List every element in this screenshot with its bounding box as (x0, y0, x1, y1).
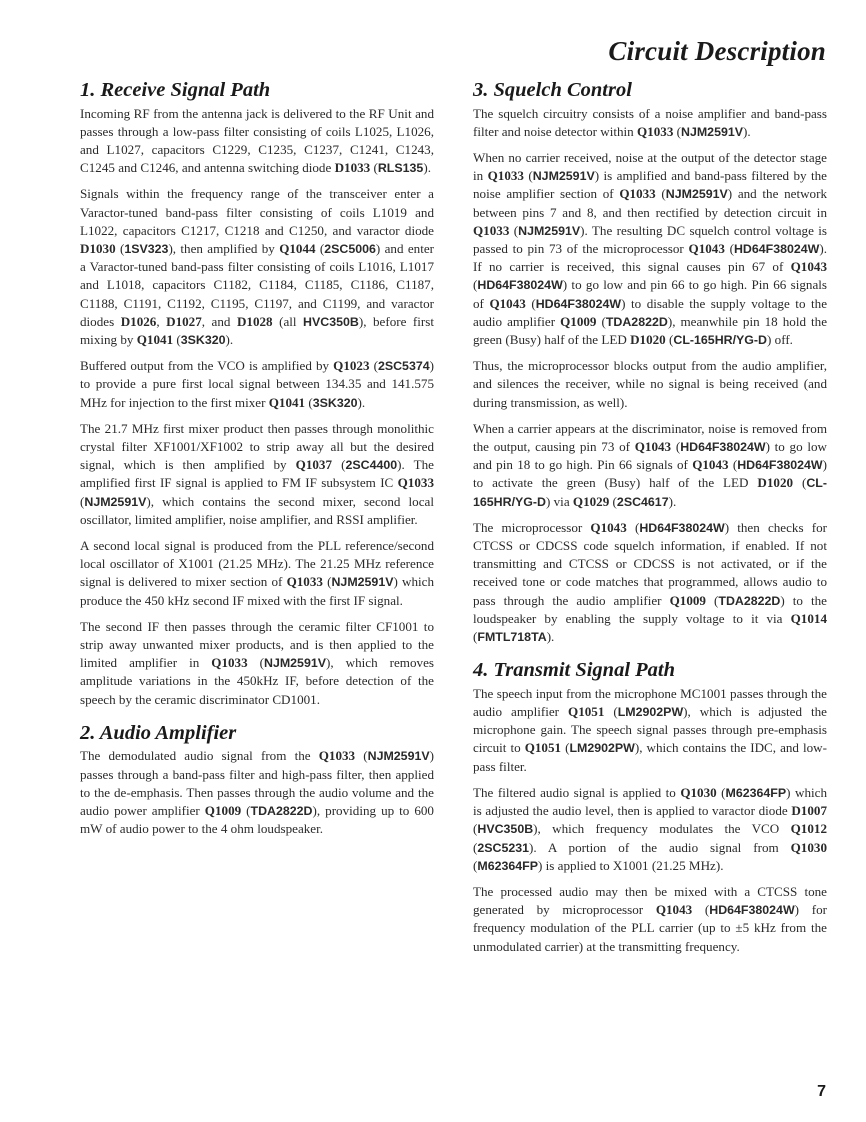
paragraph (473, 149, 827, 349)
reference-designator: Q1012 (790, 821, 827, 837)
paragraph (80, 420, 434, 529)
part-number: M62364FP (725, 785, 787, 800)
text-run: ( (671, 439, 681, 455)
part-number: FMTL718TA (477, 630, 547, 645)
text-run: ). The resulting DC squelch control voltage is passed to pin 73 of the microprocessor (473, 222, 827, 257)
part-number: HD64F38024W (733, 242, 820, 257)
text-run: ) to activate the green (Busy) half of the LED (473, 457, 827, 491)
text-run: Incoming RF from the antenna jack is delivered to the RF Unit and passes through a low-pass filter consisting of coils L1025, L1026, and L1027, capacitors C1229, C1235, C1237, C1241, C1243, C1245 and C1246, and antenna switching diode (80, 105, 434, 176)
text-run: ( (673, 123, 682, 139)
paragraph (80, 105, 434, 178)
reference-designator: Q1033 (619, 186, 656, 202)
part-number: HD64F38024W (680, 440, 766, 455)
text-run: ). (225, 332, 234, 348)
reference-designator: Q1033 (318, 748, 356, 764)
paragraph (473, 519, 827, 646)
part-number: HVC350B (303, 314, 359, 329)
part-number: HD64F38024W (535, 296, 622, 311)
text-run: ( (665, 332, 674, 348)
text-run: The demodulated audio signal from the (80, 748, 319, 764)
text-run: ) and the network between pins 7 and 8, and then rectified by detection circuit in (473, 186, 827, 220)
section-heading-audio-amplifier: 2. Audio Amplifier (80, 721, 237, 744)
part-number: HD64F38024W (639, 520, 725, 535)
part-number: HD64F38024W (477, 278, 563, 293)
reference-designator: Q1041 (268, 394, 306, 410)
text-run: ) which produce the 450 kHz second IF mixed with the first IF signal. (80, 574, 435, 608)
text-run: ( (705, 592, 719, 608)
paragraph (473, 420, 827, 511)
text-run: ( (473, 629, 478, 645)
reference-designator: Q1033 (397, 475, 434, 491)
part-number: NJM2591V (331, 575, 394, 590)
paragraph (473, 105, 827, 141)
text-run: ), which is adjusted the microphone gain. The speech signal passes through pre-emphasis circuit to (473, 704, 827, 756)
text-run: ) to go low and pin 18 to go high. Pin 66 signals of (473, 439, 828, 473)
text-run: , (156, 313, 167, 329)
part-number: 2SC4617 (616, 494, 669, 509)
part-number: 3SK320 (180, 333, 226, 348)
part-number: NJM2591V (367, 749, 430, 764)
part-number: HD64F38024W (737, 458, 823, 473)
text-run: When no carrier received, noise at the output of the detector stage in (473, 150, 827, 184)
reference-designator: D1026 (120, 313, 157, 329)
text-run: The microprocessor (473, 519, 591, 535)
reference-designator: Q1043 (590, 519, 627, 535)
part-number: NJM2591V (518, 223, 581, 238)
reference-designator: Q1023 (333, 358, 370, 374)
part-number: NJM2591V (665, 187, 728, 202)
text-run: ( (561, 740, 570, 756)
text-run: ( (473, 839, 478, 855)
text-run: ). If no carrier is received, this signal causes pin 67 of (473, 241, 828, 275)
part-number: CL-165HR/YG-D (673, 333, 768, 348)
section-heading-squelch-control: 3. Squelch Control (473, 79, 632, 101)
text-run: ) passes through a band-pass filter and high-pass filter, then applied to the de-emphasis. Then passes through the audio volume and the audio power amplifier (80, 748, 434, 819)
text-run: ), which contains the IDC, and low-pass filter. (473, 740, 827, 774)
reference-designator: Q1033 (487, 168, 524, 184)
part-number: TDA2822D (718, 593, 781, 608)
text-run: ( (370, 160, 378, 176)
text-run: ) is amplified and band-pass filtered by the noise amplifier section of (473, 168, 827, 202)
text-run: ), providing up to 600 mW of audio power to the 4 ohm loudspeaker. (80, 803, 434, 837)
reference-designator: Q1043 (634, 439, 672, 455)
reference-designator: Q1033 (211, 655, 248, 671)
text-run: ( (115, 241, 125, 257)
text-run: ), then amplified by (168, 241, 280, 257)
text-run: ( (626, 519, 640, 535)
text-run: ). (546, 629, 555, 645)
text-run: Thus, the microprocessor blocks output from the audio amplifier, and silences the receiver, while no signal is being received (and during transmission, as well). (473, 358, 827, 410)
text-run: ), which frequency modulates the VCO (533, 821, 791, 837)
reference-designator: D1020 (757, 475, 794, 491)
text-run: ). (668, 493, 677, 509)
reference-designator: Q1014 (790, 610, 827, 626)
reference-designator: D1020 (630, 332, 666, 348)
text-run: ) off. (767, 332, 793, 348)
text-run: The second IF then passes through the ceramic filter CF1001 to strip away unwanted mixer products, and is then applied to the limited amplifier in (80, 618, 434, 671)
reference-designator: D1030 (80, 241, 116, 257)
text-run: ( (793, 475, 807, 491)
text-run: ) and enter a Varactor-tuned band-pass filter consisting of coils L1016, L1017 and L1018, capacitors C1182, C1184, C1185, C1186, C1187, C1188, C1191, C1192, C1195, C1197, and C1199, and varactor diodes (80, 241, 435, 329)
part-number: NJM2591V (84, 494, 147, 509)
part-number: NJM2591V (264, 656, 326, 671)
text-run: ), meanwhile pin 18 hold the green (Busy) half of the LED (473, 313, 828, 348)
text-run: ( (724, 241, 734, 257)
section-heading-receive-signal-path: 1. Receive Signal Path (80, 79, 271, 101)
part-number: 2SC5006 (324, 242, 376, 257)
text-run: ( (716, 784, 726, 800)
text-run: ( (525, 295, 536, 311)
reference-designator: Q1033 (286, 574, 323, 590)
text-run: ( (247, 655, 264, 671)
text-run: ), which removes amplitude variations in the 450kHz IF, before detection of the speech by the ceramic discriminator CD1001. (80, 655, 434, 707)
text-run: ( (609, 493, 617, 509)
text-run: ( (692, 902, 710, 918)
reference-designator: D1007 (791, 803, 827, 819)
reference-designator: Q1044 (279, 241, 316, 257)
text-run: ( (728, 457, 738, 473)
text-run: ( (173, 332, 181, 348)
reference-designator: Q1043 (655, 902, 693, 918)
paragraph (80, 357, 434, 412)
paragraph (80, 747, 434, 838)
left-column (80, 78, 434, 847)
part-number: HVC350B (477, 822, 534, 837)
reference-designator: Q1029 (572, 493, 610, 509)
text-run: The processed audio may then be mixed with a CTCSS tone generated by microprocessor (473, 883, 827, 918)
part-number: HD64F38024W (709, 903, 795, 918)
text-run: The squelch circuitry consists of a noise amplifier and band-pass filter and noise detector within (473, 105, 827, 139)
text-run: ( (241, 803, 251, 819)
text-run: ), before first mixing by (80, 313, 434, 348)
reference-designator: Q1043 (489, 295, 526, 311)
reference-designator: Q1043 (688, 241, 725, 257)
reference-designator: Q1033 (637, 123, 674, 139)
paragraph (473, 784, 827, 875)
paragraph (473, 685, 827, 776)
text-run: ( (473, 821, 478, 837)
text-run: ) to disable the supply voltage to the audio amplifier (473, 295, 828, 329)
paragraph (473, 883, 827, 956)
part-number: 2SC5374 (377, 359, 430, 374)
part-number: RLS135 (377, 161, 424, 176)
reference-designator: D1033 (334, 160, 371, 176)
text-run: ). A portion of the audio signal from (529, 839, 791, 855)
text-run: The 21.7 MHz first mixer product then passes through monolithic crystal filter XF1001/XF1002 to strip away all but the desired signal, which is then amplified by (80, 420, 434, 473)
text-run: ( (473, 857, 478, 873)
text-run: ( (322, 574, 332, 590)
text-run: ( (305, 394, 313, 410)
text-run: ( (355, 748, 368, 764)
text-run: ( (332, 457, 346, 473)
paragraph (80, 185, 434, 349)
reference-designator: Q1030 (790, 839, 827, 855)
text-run: When a carrier appears at the discriminator, noise is removed from the output, causing pin 73 of (473, 420, 827, 455)
text-run: ) is applied to X1001 (21.25 MHz). (538, 857, 724, 873)
section-heading-transmit-signal-path: 4. Transmit Signal Path (473, 659, 676, 682)
text-run: ( (315, 241, 325, 257)
paragraph (473, 357, 827, 412)
text-run: (all (272, 313, 304, 329)
text-run: The speech input from the microphone MC1001 passes through the audio amplifier (473, 685, 827, 720)
reference-designator: Q1030 (680, 784, 717, 800)
text-run: ) to the loudspeaker by enabling the supply voltage to it via (473, 592, 827, 626)
reference-designator: Q1043 (790, 259, 827, 275)
part-number: M62364FP (477, 858, 538, 873)
text-run: ( (80, 493, 85, 509)
text-run: ). The amplified first IF signal is applied to FM IF subsystem IC (80, 457, 434, 491)
text-run: ( (596, 313, 606, 329)
text-run: A second local signal is produced from the PLL reference/second local oscillator of X1001 (21.25 MHz). The 21.25 MHz reference signal is delivered to mixer section of (80, 538, 434, 590)
reference-designator: Q1009 (560, 313, 597, 329)
page-number: 7 (817, 1083, 826, 1100)
text-run: ). (357, 394, 366, 410)
reference-designator: D1027 (166, 313, 202, 329)
text-run: Buffered output from the VCO is amplified by (80, 358, 334, 374)
text-run: ( (509, 222, 519, 238)
reference-designator: Q1041 (136, 332, 174, 348)
reference-designator: Q1051 (568, 704, 605, 720)
reference-designator: Q1043 (692, 457, 729, 473)
part-number: TDA2822D (250, 804, 313, 819)
text-run: ) via (546, 493, 573, 509)
reference-designator: Q1051 (524, 740, 562, 756)
reference-designator: Q1033 (473, 222, 510, 238)
reference-designator: Q1037 (295, 457, 333, 473)
text-run: The filtered audio signal is applied to (473, 784, 681, 800)
part-number: 3SK320 (312, 395, 358, 410)
reference-designator: Q1009 (204, 803, 242, 819)
text-run: ( (473, 277, 478, 293)
text-run: ) then checks for CTCSS or CDCSS code squelch information, if enabled. If not transmitting and CTCSS or CDCSS is not activated, or if the received tone or code matches that programmed, allows audio to pass through the audio amplifier (473, 519, 827, 608)
reference-designator: D1028 (236, 313, 273, 329)
text-run: ( (655, 186, 666, 202)
text-run: ). (423, 160, 431, 176)
part-number: 1SV323 (124, 242, 169, 257)
paragraph (80, 537, 434, 610)
text-run: ) which is adjusted the audio level, then is applied to varactor diode (473, 784, 827, 819)
part-number: NJM2591V (532, 169, 595, 184)
right-column (473, 78, 827, 964)
text-run: Signals within the frequency range of the transceiver enter a Varactor-tuned band-pass filter consisting of coils L1019 and L1022, capacitors C1217, C1218 and C1250, and varactor diode (80, 186, 434, 238)
part-number: TDA2822D (605, 314, 668, 329)
part-number: CL-165HR/YG-D (473, 476, 827, 509)
reference-designator: Q1009 (669, 592, 706, 608)
text-run: ) to provide a pure first local signal between 134.35 and 141.575 MHz for injection to the first mixer (80, 358, 434, 410)
text-run: , and (201, 313, 237, 329)
part-number: LM2902PW (617, 705, 684, 720)
text-run: ), which contains the second mixer, second local oscillator, limited amplifier, noise amplifier, and RSSI amplifier. (80, 493, 434, 527)
text-run: ). (743, 123, 751, 139)
text-run: ( (369, 358, 378, 374)
part-number: 2SC4400 (345, 458, 398, 473)
part-number: LM2902PW (569, 741, 635, 756)
paragraph (80, 618, 434, 709)
text-run: ( (604, 704, 618, 720)
text-run: ) for frequency modulation of the PLL carrier (up to ±5 kHz from the unmodulated carrier) at the transmitting frequency. (473, 902, 827, 954)
part-number: NJM2591V (681, 124, 744, 139)
page-title: Circuit Description (608, 36, 826, 66)
text-run: ) to go low and pin 66 to go high. Pin 66 signals of (473, 277, 827, 311)
part-number: 2SC5231 (477, 840, 530, 855)
text-run: ( (523, 168, 533, 184)
